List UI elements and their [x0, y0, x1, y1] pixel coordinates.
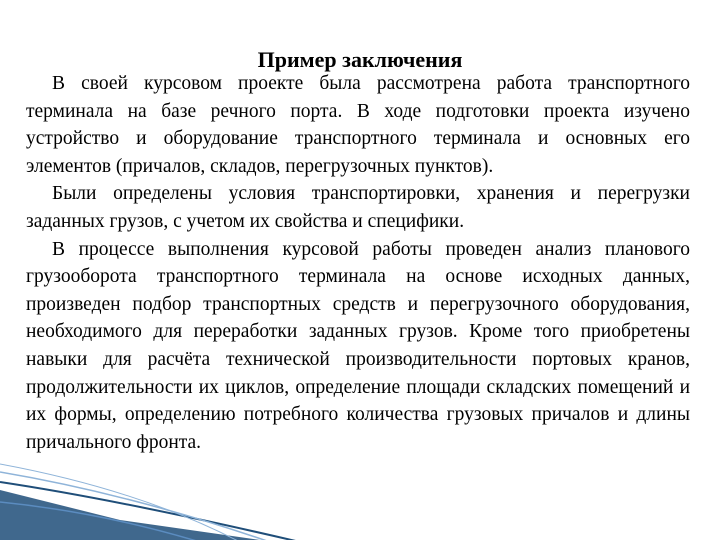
body-paragraph-3: В процессе выполнения курсовой работы проведен анализ планового грузооборота транспортного терминала на основе исходных данных, произведен подбор транспортных средств и перегрузочного оборудования, необходимого для переработки заданных грузов. Кроме того приобретены навыки для расчёта технической производительности портовых кранов, продолжительности их циклов, определение площади складских помещений и их формы, определению потребного количества грузовых причалов и длины причального фронта.	[26, 238, 690, 453]
swoosh-line-4	[0, 502, 200, 540]
corner-swoosh-decoration-icon	[0, 450, 300, 540]
swoosh-line-3	[0, 464, 240, 540]
swoosh-line-2	[0, 472, 270, 540]
body-paragraph-2: Были определены условия транспортировки, хранения и перегрузки заданных грузов, с учетом их свойства и специфики.	[26, 183, 690, 232]
swoosh-fill	[0, 490, 260, 540]
body-paragraph-1: В своей курсовом проекте была рассмотрена работа транспортного терминала на базе речного порта. В ходе подготовки проекта изучено устройство и оборудование транспортного терминала и основных его элементов (причалов, складов, перегрузочных пунктов).	[26, 73, 690, 177]
swoosh-line-1	[0, 482, 300, 540]
slide-title: Пример заключения	[257, 46, 463, 72]
slide-body	[26, 70, 690, 456]
